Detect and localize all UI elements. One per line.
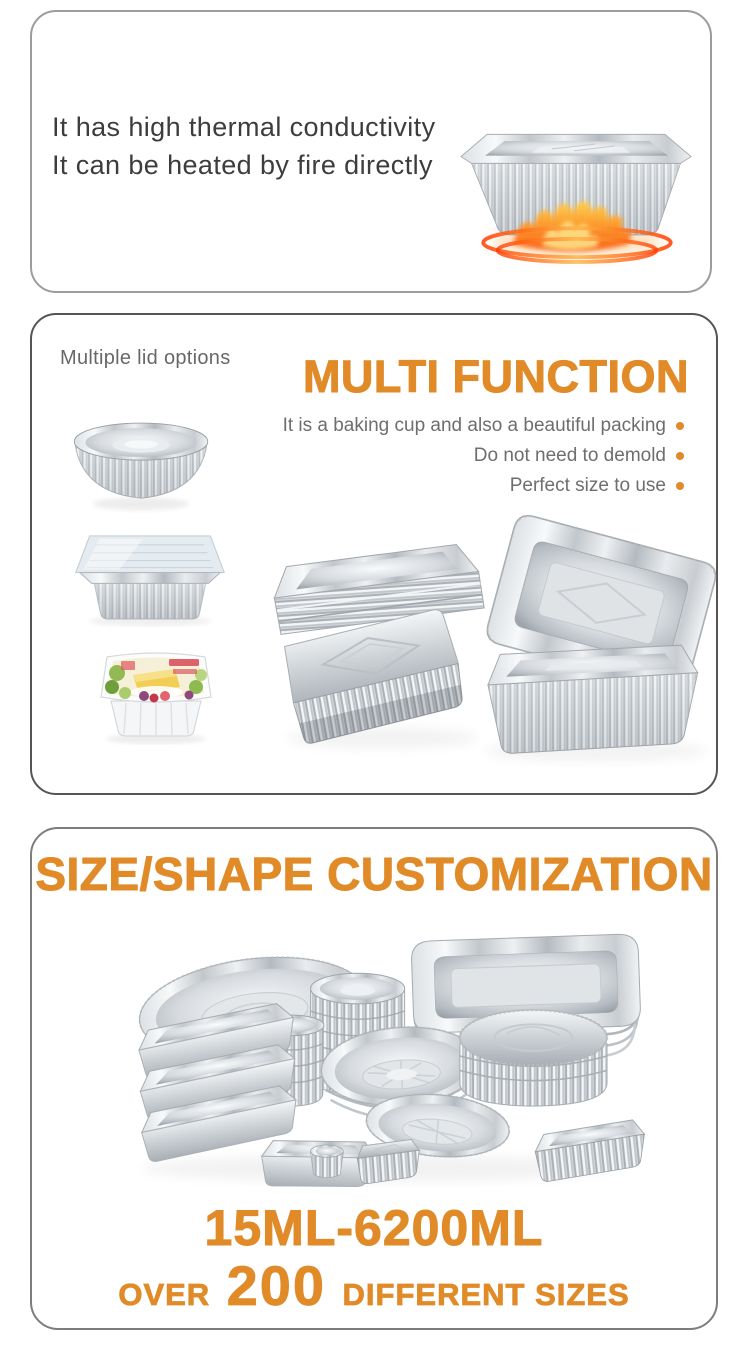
small-rect-pan [533,1119,648,1183]
open-tray-front [488,645,698,753]
multi-function-card [30,313,718,795]
round-foil-bowl-image [62,411,220,513]
clear-lid-tray-image [56,523,244,627]
thermal-feature-text [52,108,435,184]
capacity-range-text: 15ML-6200ML [204,1200,544,1256]
lid-options-label: Multiple lid options [60,347,231,369]
sizes-count-number: 200 [226,1254,327,1317]
sizes-count-line [32,1253,716,1318]
tiny-foil-cup [311,1145,344,1178]
bullet-dot-icon [676,422,684,430]
nested-tray-stack [272,543,486,635]
bullet-dot-icon [676,482,684,490]
feature-bullet-text: Do not need to demold [473,445,666,466]
different-sizes-label: DIFFERENT SIZES [342,1277,630,1312]
feature-bullet [283,475,684,496]
feature-bullet-text: It is a baking cup and also a beautiful packing [282,415,666,436]
printed-lid-container-image [80,645,232,745]
feature-bullet [283,415,684,436]
feature-bullet-text: Perfect size to use [509,475,666,496]
feature-bullet [283,445,684,466]
thermal-feature-card [30,10,712,293]
thermal-line-2: It can be heated by fire directly [52,150,433,180]
over-label: OVER [118,1277,211,1312]
size-customization-card [30,827,718,1330]
multi-function-title: MULTI FUNCTION [302,351,690,402]
thermal-line-1: It has high thermal conductivity [52,112,436,142]
feature-bullet-list [283,415,684,505]
size-customization-title: SIZE/SHAPE CUSTOMIZATION [35,848,713,900]
foil-container-assortment-image [100,921,652,1187]
foil-container-group-image [260,501,718,767]
foil-tray-fire-illustration [460,110,692,267]
bullet-dot-icon [676,452,684,460]
round-pan-with-lid [460,1010,607,1106]
